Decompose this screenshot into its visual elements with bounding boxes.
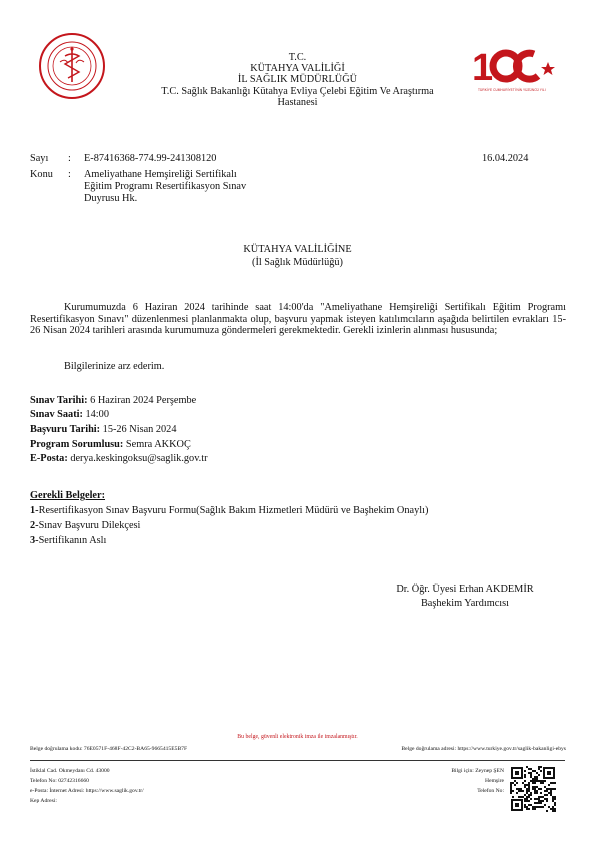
program-owner-label: Program Sorumlusu: — [30, 439, 124, 450]
exam-time-value: 14:00 — [82, 409, 109, 420]
addressee-line-2: (İl Sağlık Müdürlüğü) — [252, 257, 343, 268]
e-signature-note: Bu belge, güvenli elektronik imza ile imzalanmıştır. — [237, 734, 358, 740]
sayi-value: E-87416368-774.99-241308120 — [84, 153, 217, 164]
apply-date-value: 15-26 Nisan 2024 — [100, 424, 177, 435]
apply-date-label: Başvuru Tarihi: — [30, 424, 101, 435]
document-item-1-text: Resertifikasyon Sınav Başvuru Formu(Sağlık Bakım Hizmetleri Müdürü ve Başhekim Onaylı) — [38, 505, 429, 516]
body-paragraph-text: Kurumumuzda 6 Haziran 2024 tarihinde saat 14:00'da "Ameliyathane Hemşireliği Sertifikalı Eğitim Programı Resertifikasyon Sınavı" düzenlenmesi planlanmakta olup, başvuru yapmak isteyen katılımcıların aşağıda belirtilen evrakları 15-26 Nisan 2024 tarihleri arasında kurumumuza göndermeleri gerekmektedir. Gerekli izinlerin alınması hususunda; — [30, 302, 566, 337]
exam-date-value: 6 Haziran 2024 Perşembe — [87, 395, 197, 406]
exam-time-row — [30, 408, 109, 422]
program-owner-row — [30, 438, 191, 452]
signatory-name: Dr. Öğr. Üyesi Erhan AKDEMİR — [396, 584, 534, 595]
konu-colon: : — [68, 169, 71, 180]
verification-address[interactable]: Belge doğrulama adresi: https://www.turkiye.gov.tr/saglik-bakanligi-ebys — [401, 746, 566, 752]
addressee-line-1: KÜTAHYA VALİLİĞİNE — [243, 244, 352, 255]
exam-time-label: Sınav Saati: — [30, 409, 83, 420]
email-row — [30, 452, 208, 466]
konu-line-2: Eğitim Programı Resertifikasyon Sınav — [84, 181, 247, 192]
footer-divider — [30, 760, 565, 761]
document-item-2-text: Sınav Başvuru Dilekçesi — [38, 520, 141, 531]
konu-line-1: Ameliyathane Hemşireliği Sertifikalı — [84, 169, 237, 180]
info-role: Hemşire — [485, 778, 504, 784]
document-item-1 — [30, 504, 428, 518]
exam-date-row — [30, 394, 196, 408]
konu-label: Konu — [30, 169, 53, 180]
exam-date-label: Sınav Tarihi: — [30, 395, 88, 406]
footer-phone: Telefon No: 02742316660 — [30, 778, 89, 784]
header-tc: T.C. — [288, 52, 307, 63]
document-date: 16.04.2024 — [482, 153, 529, 164]
header-hospital-line1: T.C. Sağlık Bakanlığı Kütahya Evliya Çelebi Eğitim Ve Araştırma — [161, 86, 434, 97]
verification-qr-code[interactable] — [510, 766, 556, 812]
footer-address: İstiklal Cad. Okmeydanı Cd. 43000 — [30, 768, 110, 774]
footer-email-web[interactable]: e-Posta: İnternet Adresi: https://www.saglik.gov.tr/ — [30, 788, 144, 794]
header-valilik: KÜTAHYA VALİLİĞİ — [250, 63, 345, 74]
program-owner-value: Semra AKKOÇ — [123, 439, 191, 450]
document-item-3-num: 3- — [30, 535, 39, 546]
sayi-label: Sayı — [30, 153, 49, 164]
body-closing — [30, 361, 566, 373]
svg-text:1: 1 — [472, 47, 494, 88]
header-hospital-line2: Hastanesi — [277, 97, 318, 108]
header-mudurluk: İL SAĞLIK MÜDÜRLÜĞÜ — [237, 74, 358, 85]
body-closing-text: Bilgilerinize arz ederim. — [64, 361, 165, 372]
signatory-title: Başhekim Yardımcısı — [420, 598, 510, 609]
verification-code: Belge doğrulama kodu: 76E0571F-468F-42C2-BA65-9665415E5B7F — [30, 746, 188, 752]
document-item-3-text: Sertifikanın Aslı — [38, 535, 107, 546]
sayi-colon: : — [68, 153, 71, 164]
document-item-2-num: 2- — [30, 520, 39, 531]
info-person: Bilgi için: Zeynep ŞEN — [451, 768, 504, 774]
email-value[interactable]: derya.keskingoksu@saglik.gov.tr — [67, 453, 208, 464]
konu-line-3: Duyrusu Hk. — [84, 193, 138, 204]
required-documents-title: Gerekli Belgeler: — [30, 490, 106, 501]
document-item-1-num: 1- — [30, 505, 39, 516]
body-paragraph — [30, 302, 566, 337]
email-label: E-Posta: — [30, 453, 68, 464]
info-phone: Telefon No: — [477, 788, 504, 794]
document-item-3 — [30, 534, 106, 548]
apply-date-row — [30, 423, 176, 437]
document-item-2 — [30, 519, 140, 533]
footer-kep: Kep Adresi: — [30, 798, 57, 804]
centennial-caption: TÜRKİYE CUMHURİYETİ'NİN YÜZÜNCÜ YILI — [478, 88, 546, 92]
